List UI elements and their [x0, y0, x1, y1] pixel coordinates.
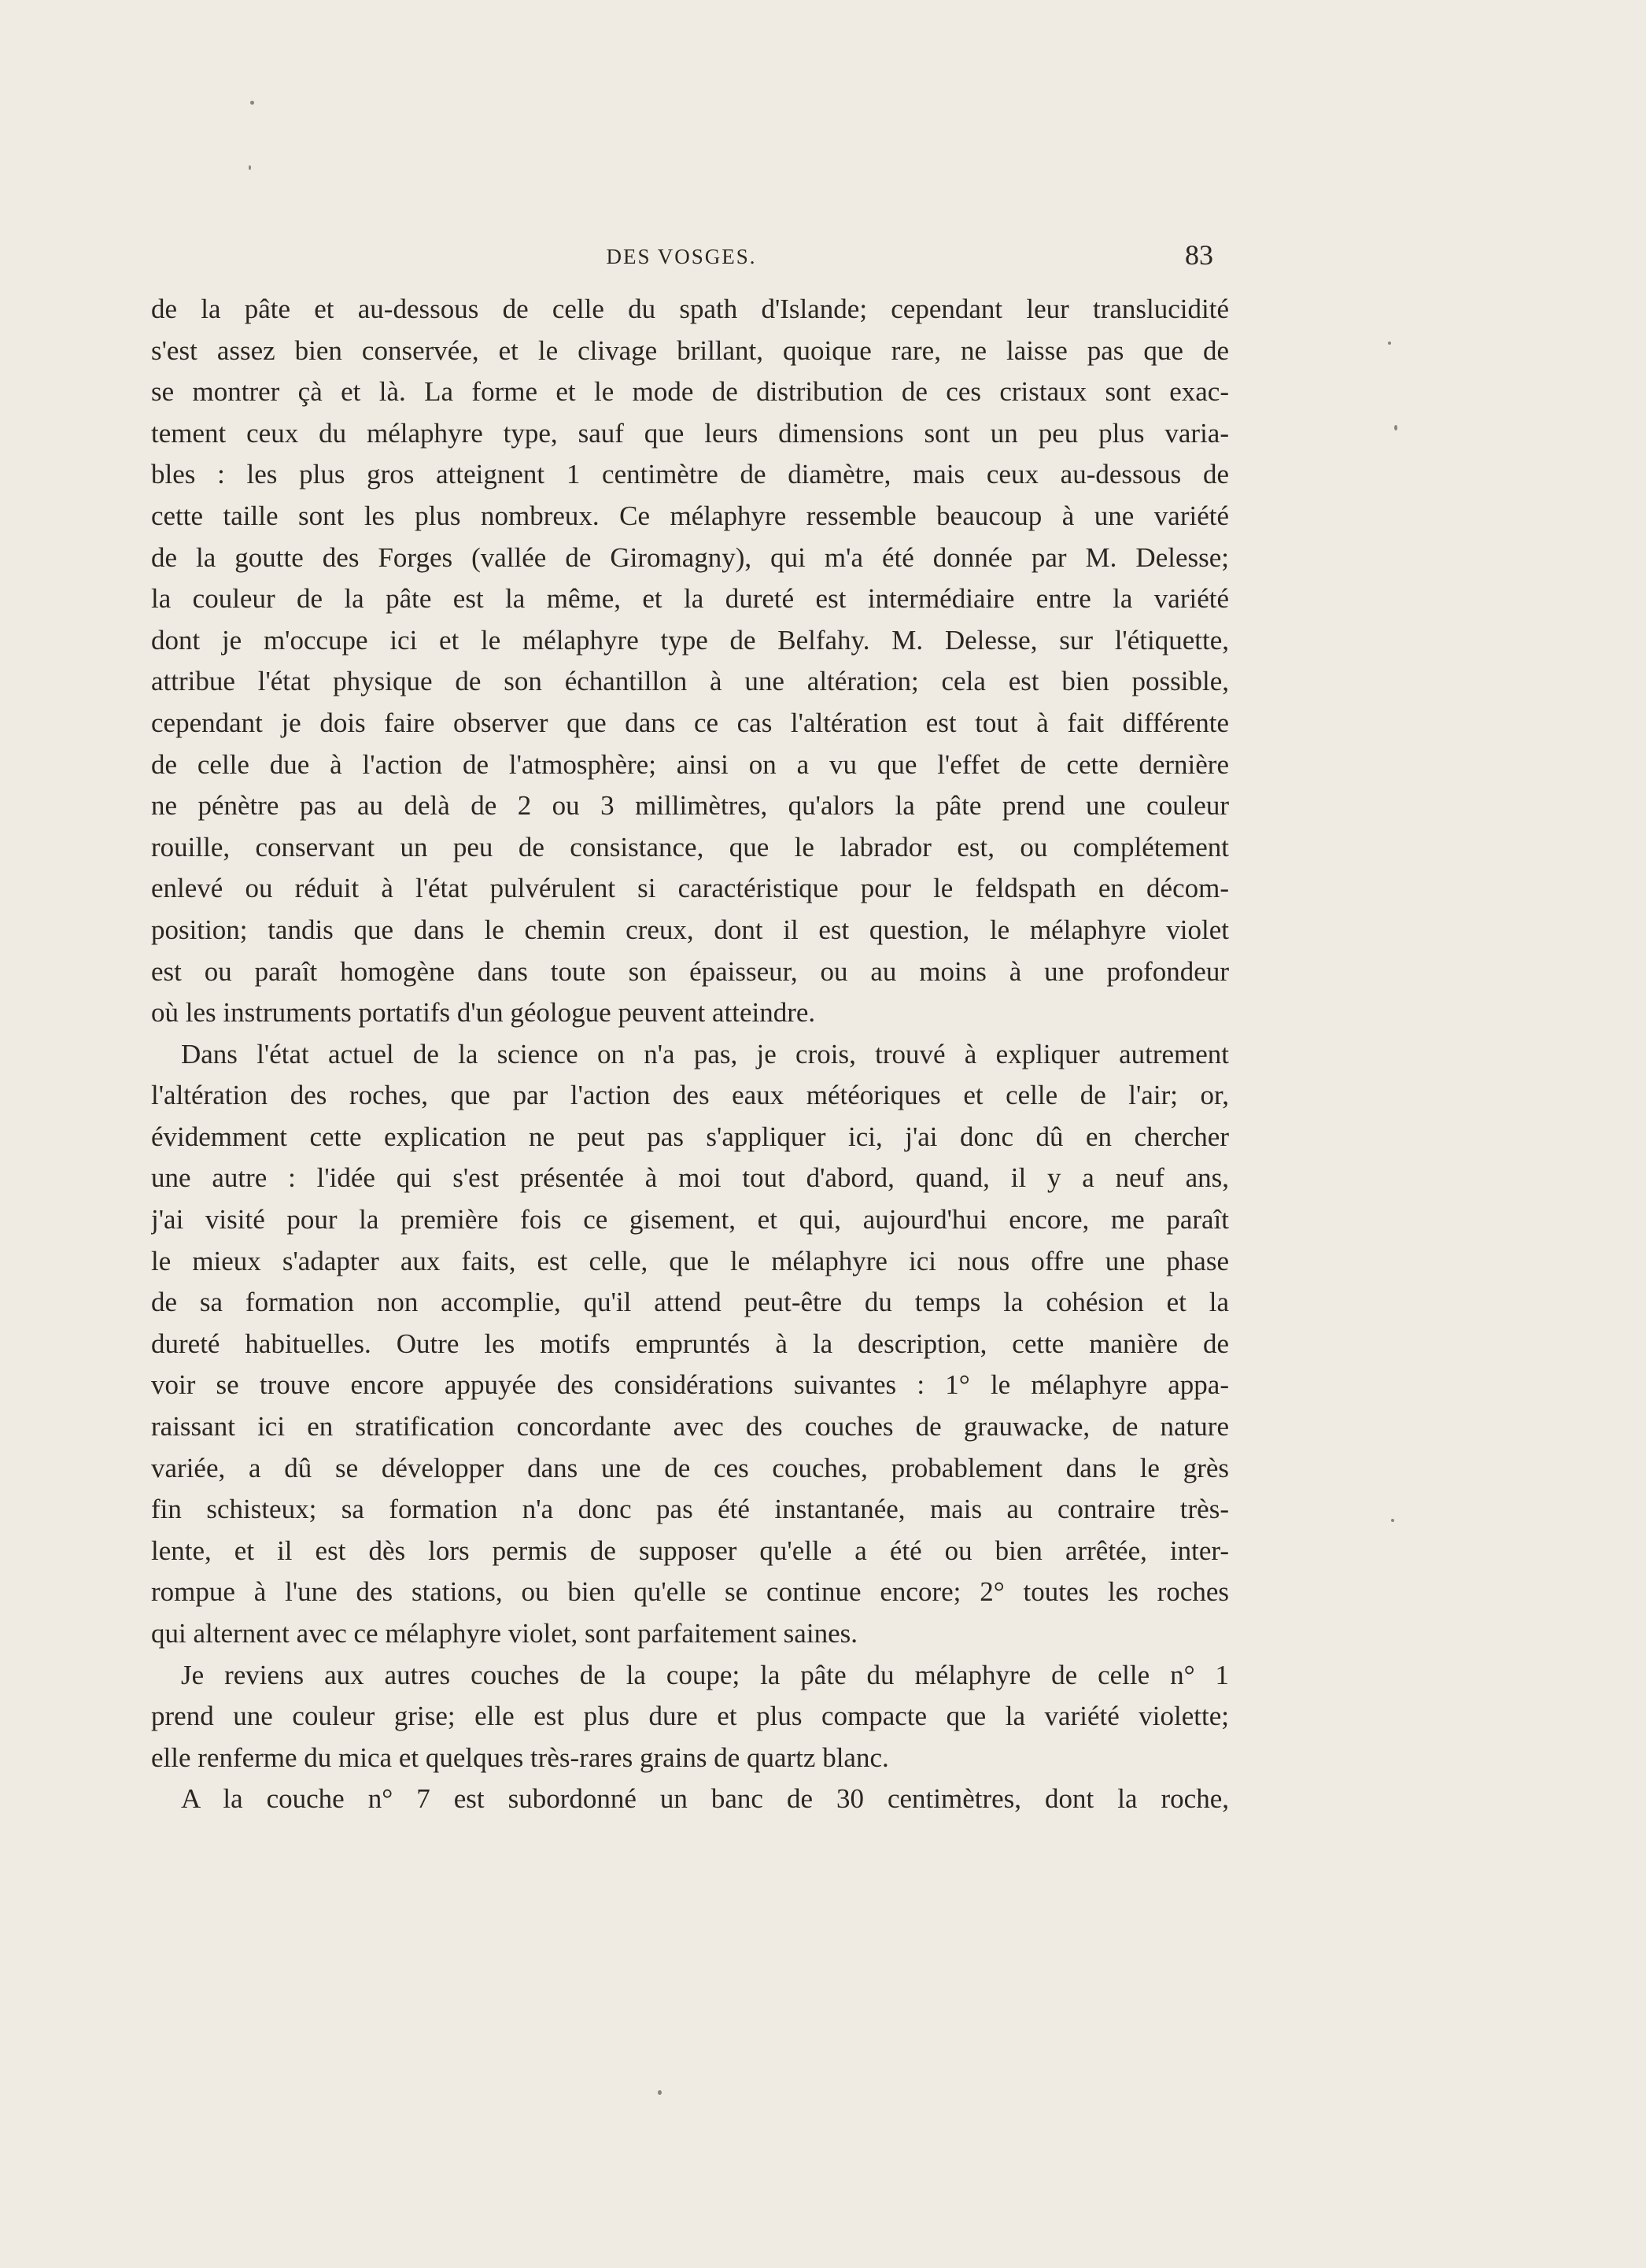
text-line: attribue l'état physique de son échantillon à une altération; cela est bien possible, [151, 666, 1229, 697]
text-line: dont je m'occupe ici et le mélaphyre type de Belfahy. M. Delesse, sur l'étiquette, [151, 624, 1229, 656]
text-line: de la pâte et au-dessous de celle du spath d'Islande; cependant leur translucidité [151, 294, 1229, 324]
text-line: bles : les plus gros atteignent 1 centimètre de diamètre, mais ceux au-dessous de [151, 459, 1229, 490]
text-line: position; tandis que dans le chemin creux, dont il est question, le mélaphyre violet [151, 914, 1229, 945]
text-line: variée, a dû se développer dans une de ces couches, probablement dans le grès [151, 1452, 1229, 1483]
text-line: enlevé ou réduit à l'état pulvérulent si caractéristique pour le feldspath en décom- [151, 873, 1229, 904]
text-line: se montrer çà et là. La forme et le mode de distribution de ces cristaux sont exac- [151, 376, 1229, 408]
text-line: le mieux s'adapter aux faits, est celle, que le mélaphyre ici nous offre une phase [151, 1245, 1229, 1276]
text-line: dureté habituelles. Outre les motifs empruntés à la description, cette manière de [151, 1328, 1229, 1359]
text-line: rouille, conservant un peu de consistance, que le labrador est, ou complétement [151, 831, 1229, 863]
scan-speck [249, 165, 251, 170]
text-line: fin schisteux; sa formation n'a donc pas été instantanée, mais au contraire très- [151, 1494, 1229, 1525]
text-line: rompue à l'une des stations, ou bien qu'elle se continue encore; 2° toutes les roches [151, 1576, 1229, 1608]
text-line: de sa formation non accomplie, qu'il attend peut-être du temps la cohésion et la [151, 1287, 1229, 1318]
text-line: une autre : l'idée qui s'est présentée à moi tout d'abord, quand, il y a neuf ans, [151, 1162, 1229, 1194]
scan-speck [1388, 342, 1391, 345]
text-line: l'altération des roches, que par l'action des eaux météoriques et celle de l'air; or, [151, 1080, 1229, 1111]
scan-speck [1394, 425, 1397, 430]
text-line: est ou paraît homogène dans toute son épaisseur, ou au moins à une profondeur [151, 955, 1229, 987]
scan-speck [1391, 1519, 1394, 1522]
text-line: raissant ici en stratification concordante avec des couches de grauwacke, de nature [151, 1411, 1229, 1442]
paragraph-first-line: Je reviens aux autres couches de la coupe; la pâte du mélaphyre de celle n° 1 [181, 1659, 1229, 1690]
text-line: prend une couleur grise; elle est plus dure et plus compacte que la variété violette; [151, 1701, 1229, 1732]
scan-speck [250, 101, 254, 105]
text-line: voir se trouve encore appuyée des considérations suivantes : 1° le mélaphyre appa- [151, 1369, 1229, 1401]
text-line: de la goutte des Forges (vallée de Giromagny), qui m'a été donnée par M. Delesse; [151, 541, 1229, 573]
scan-speck [658, 2090, 662, 2095]
text-line: la couleur de la pâte est la même, et la dureté est intermédiaire entre la variété [151, 583, 1229, 615]
running-head: DES VOSGES. [606, 245, 757, 268]
text-line: évidemment cette explication ne peut pas s'appliquer ici, j'ai donc dû en chercher [151, 1121, 1229, 1152]
paragraph-first-line: Dans l'état actuel de la science on n'a pas, je crois, trouvé à expliquer autrement [181, 1038, 1229, 1069]
text-line: lente, et il est dès lors permis de supposer qu'elle a été ou bien arrêtée, inter- [151, 1535, 1229, 1566]
text-line: tement ceux du mélaphyre type, sauf que leurs dimensions sont un peu plus varia- [151, 417, 1229, 449]
text-line: de celle due à l'action de l'atmosphère; ainsi on a vu que l'effet de cette dernière [151, 748, 1229, 780]
text-line: ne pénètre pas au delà de 2 ou 3 millimètres, qu'alors la pâte prend une couleur [151, 790, 1229, 822]
paragraph-last-line: où les instruments portatifs d'un géologue peuvent atteindre. [151, 997, 816, 1029]
page-header [149, 241, 1213, 272]
text-line: s'est assez bien conservée, et le clivage brillant, quoique rare, ne laisse pas que de [151, 334, 1229, 366]
text-line: cette taille sont les plus nombreux. Ce mélaphyre ressemble beaucoup à une variété [151, 500, 1229, 531]
body-text [151, 289, 1229, 1820]
paragraph-last-line: elle renferme du mica et quelques très-rares grains de quartz blanc. [151, 1742, 889, 1773]
paragraph-first-line: A la couche n° 7 est subordonné un banc de 30 centimètres, dont la roche, [181, 1783, 1229, 1815]
paragraph-last-line: qui alternent avec ce mélaphyre violet, sont parfaitement saines. [151, 1618, 858, 1649]
text-line: j'ai visité pour la première fois ce gisement, et qui, aujourd'hui encore, me paraît [151, 1204, 1229, 1236]
page-number: 83 [1185, 239, 1213, 271]
text-line: cependant je dois faire observer que dans ce cas l'altération est tout à fait différente [151, 707, 1229, 738]
